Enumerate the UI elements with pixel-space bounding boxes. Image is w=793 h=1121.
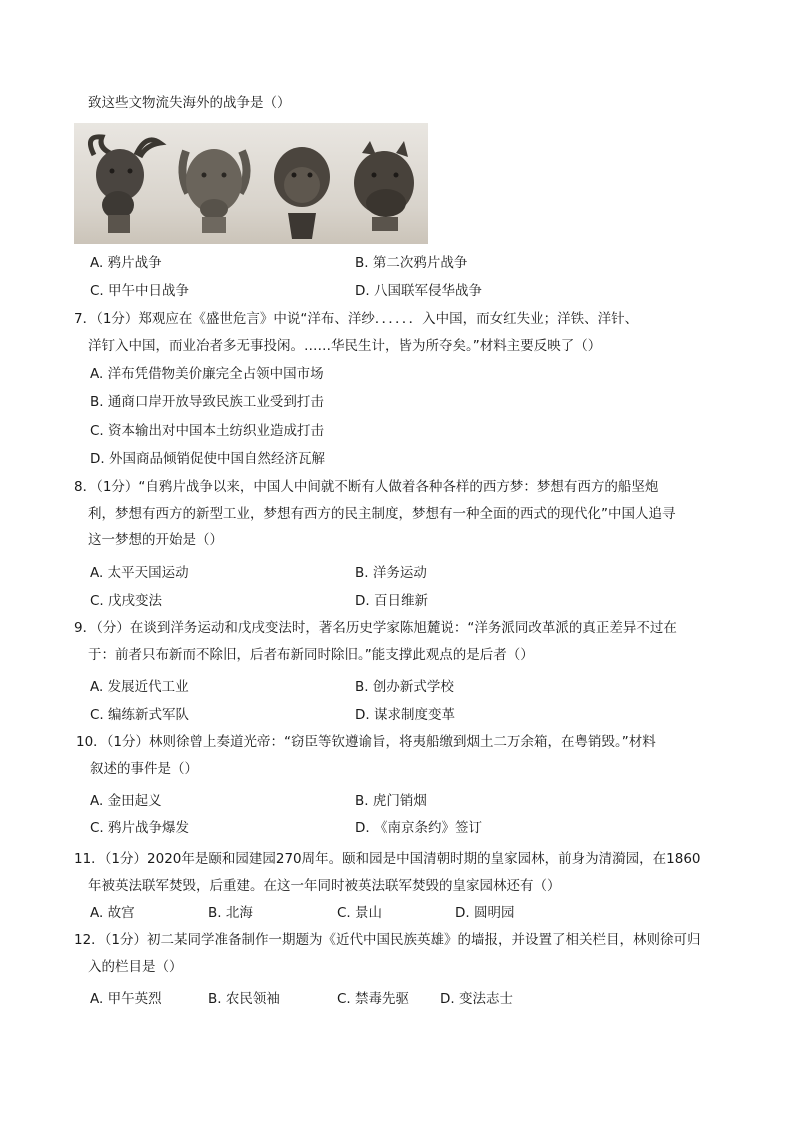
q8-stem-line1: 8．（1分）“自鸦片战争以来，中国人中间就不断有人做着各种各样的西方梦：梦想有西方的船坚炮 — [74, 479, 659, 495]
q8-option-b: B. 洋务运动 — [355, 565, 427, 581]
monkey-head-icon — [274, 147, 330, 239]
q11-stem-line2: 年被英法联军焚毁，后重建。在这一年同时被英法联军焚毁的皇家园林还有（） — [88, 878, 561, 894]
q7-stem-line2: 洋钉入中国，而业冶者多无事投闲。……华民生计，皆为所夺矣。”材料主要反映了（） — [88, 338, 602, 354]
q10-stem-line2: 叙述的事件是（） — [90, 761, 198, 777]
q7-option-a: A. 洋布凭借物美价廉完全占领中国市场 — [90, 366, 324, 382]
q8-option-d: D. 百日维新 — [355, 593, 428, 609]
q7-stem-line1: 7．（1分）郑观应在《盛世危言》中说“洋布、洋纱．．．．．．入中国，而女红失业；洋铁、洋针、 — [74, 311, 639, 327]
q6-option-b: B. 第二次鸦片战争 — [355, 255, 468, 271]
q9-stem-line2: 于：前者只布新而不除旧，后者布新同时除旧。”能支撑此观点的是后者（） — [88, 647, 534, 663]
q11-option-c: C. 景山 — [337, 905, 383, 921]
q9-option-b: B. 创办新式学校 — [355, 679, 454, 695]
pig-head-icon — [182, 149, 246, 233]
q9-stem-line1: 9．（分）在谈到洋务运动和戊戌变法时，著名历史学家陈旭麓说：“洋务派同改革派的真正差异不过在 — [74, 620, 677, 636]
q12-stem-line1: 12．（1分）初二某同学准备制作一期题为《近代中国民族英雄》的墙报，并设置了相关栏目，林则徐可归 — [74, 932, 701, 948]
bronze-zodiac-heads-photo — [74, 123, 428, 244]
question-6-stem-tail: 致这些文物流失海外的战争是（） — [88, 95, 291, 111]
q11-option-b: B. 北海 — [208, 905, 253, 921]
q8-stem-line3: 这一梦想的开始是（） — [88, 532, 223, 548]
q7-option-b: B. 通商口岸开放导致民族工业受到打击 — [90, 394, 324, 410]
q6-option-a: A. 鸦片战争 — [90, 255, 162, 271]
q9-option-a: A. 发展近代工业 — [90, 679, 189, 695]
q7-option-d: D. 外国商品倾销促使中国自然经济瓦解 — [90, 451, 325, 467]
q8-stem-line2: 利，梦想有西方的新型工业，梦想有西方的民主制度，梦想有一种全面的西式的现代化”中国人追寻 — [88, 506, 676, 522]
q6-option-c: C. 甲午中日战争 — [90, 283, 190, 299]
q10-stem-line1: 10．（1分）林则徐曾上奏道光帝：“窃臣等钦遵谕旨，将夷船缴到烟土二万余箱，在粤销毁。”材料 — [76, 734, 656, 750]
q12-option-c: C. 禁毒先驱 — [337, 991, 410, 1007]
q6-option-d: D. 八国联军侵华战争 — [355, 283, 482, 299]
q10-option-a: A. 金田起义 — [90, 793, 162, 809]
q12-stem-line2: 入的栏目是（） — [88, 959, 183, 975]
tiger-head-icon — [354, 141, 414, 231]
q11-stem-line1: 11．（1分）2020年是颐和园建园270周年。颐和园是中国清朝时期的皇家园林，前身为清漪园，在1860 — [74, 851, 701, 867]
q12-option-b: B. 农民领袖 — [208, 991, 280, 1007]
q12-option-d: D. 变法志士 — [440, 991, 513, 1007]
q11-option-d: D. 圆明园 — [455, 905, 515, 921]
q9-option-c: C. 编练新式军队 — [90, 707, 190, 723]
zodiac-heads-illustration — [74, 123, 428, 244]
q10-option-d: D. 《南京条约》签订 — [355, 820, 482, 836]
q8-option-c: C. 戊戌变法 — [90, 593, 163, 609]
ox-head-icon — [90, 137, 160, 233]
q9-option-d: D. 谋求制度变革 — [355, 707, 455, 723]
q10-option-c: C. 鸦片战争爆发 — [90, 820, 190, 836]
q10-option-b: B. 虎门销烟 — [355, 793, 427, 809]
q8-option-a: A. 太平天国运动 — [90, 565, 189, 581]
q7-option-c: C. 资本输出对中国本土纺织业造成打击 — [90, 423, 325, 439]
q11-option-a: A. 故宫 — [90, 905, 135, 921]
q12-option-a: A. 甲午英烈 — [90, 991, 162, 1007]
